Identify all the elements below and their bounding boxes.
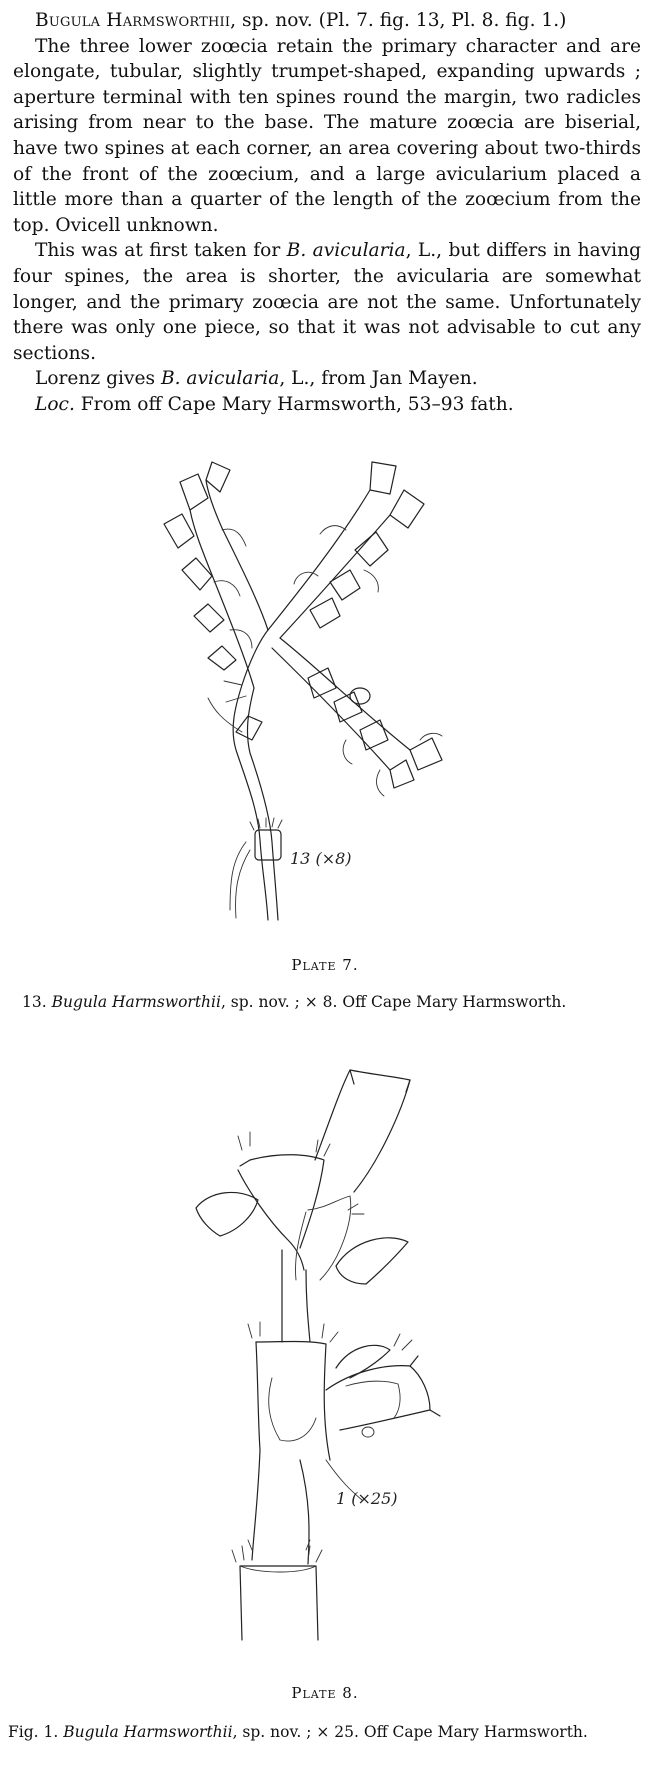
lorenz-end: , L., from Jan Mayen. <box>279 368 478 390</box>
lorenz-start: Lorenz gives <box>35 368 161 390</box>
lorenz-taxon: B. avicularia <box>160 368 280 390</box>
lorenz-line <box>13 366 641 392</box>
plate-8-figure-label: 1 (×25) <box>336 1489 398 1508</box>
plate-8-caption-text: , sp. nov. ; × 25. Off Cape Mary Harmsworth. <box>232 1723 588 1741</box>
plate-7-caption <box>22 993 566 1011</box>
plate-8-caption-species: Bugula Harmsworthii <box>63 1723 233 1741</box>
plate-8-title: Plate 8. <box>291 1684 359 1702</box>
species-description <box>13 8 641 418</box>
plate-reference: (Pl. 7. fig. 13, Pl. 8. fig. 1.) <box>318 10 567 31</box>
plate-7-caption-text: , sp. nov. ; × 8. Off Cape Mary Harmsworth. <box>220 993 567 1011</box>
locality-line <box>13 392 641 418</box>
paragraph-2-taxon: B. avicularia <box>286 240 406 262</box>
plate-7-caption-number: 13. <box>22 993 47 1011</box>
species-heading <box>13 8 641 34</box>
species-name: Bugula Harmsworthii <box>35 10 231 31</box>
plate-8-illustration <box>140 1080 500 1640</box>
locality-text: From off Cape Mary Harmsworth, 53–93 fath. <box>74 393 514 415</box>
plate-8-caption <box>8 1723 588 1741</box>
paragraph-1: The three lower zoœcia retain the primary character and are elongate, tubular, slightly trumpet-shaped, expanding upwards ; aperture terminal with ten spines round the margin, two radicles arising from near to the base. The mature zoœcia are biserial, have two spines at each corner, an area covering about two-thirds of the front of the zoœcium, and a large avicularium placed a little more than a quarter of the length of the zoœcium from the top. Ovicell unknown. <box>13 35 641 236</box>
locality-label: Loc. <box>35 393 75 415</box>
plate-7-caption-species: Bugula Harmsworthii <box>51 993 221 1011</box>
species-suffix: , sp. nov. <box>230 10 313 31</box>
plate-7-figure-label: 13 (×8) <box>290 849 352 868</box>
paragraph-2 <box>13 238 641 366</box>
paragraph-2-start: This was at first taken for <box>35 240 287 262</box>
plate-7-illustration <box>150 470 490 930</box>
plate-8-caption-prefix: Fig. 1. <box>8 1723 59 1741</box>
paragraph-2-end: , L., but differs in having four spines, the area is shorter, the avicularia are somewhat longer, and the primary zoœcia are not the same. Unfortunately there was only one piece, so that it was not advisable to cut any sections. <box>13 240 641 364</box>
plate-7-title: Plate 7. <box>291 956 359 974</box>
paragraph-1-wrapper <box>13 8 641 238</box>
